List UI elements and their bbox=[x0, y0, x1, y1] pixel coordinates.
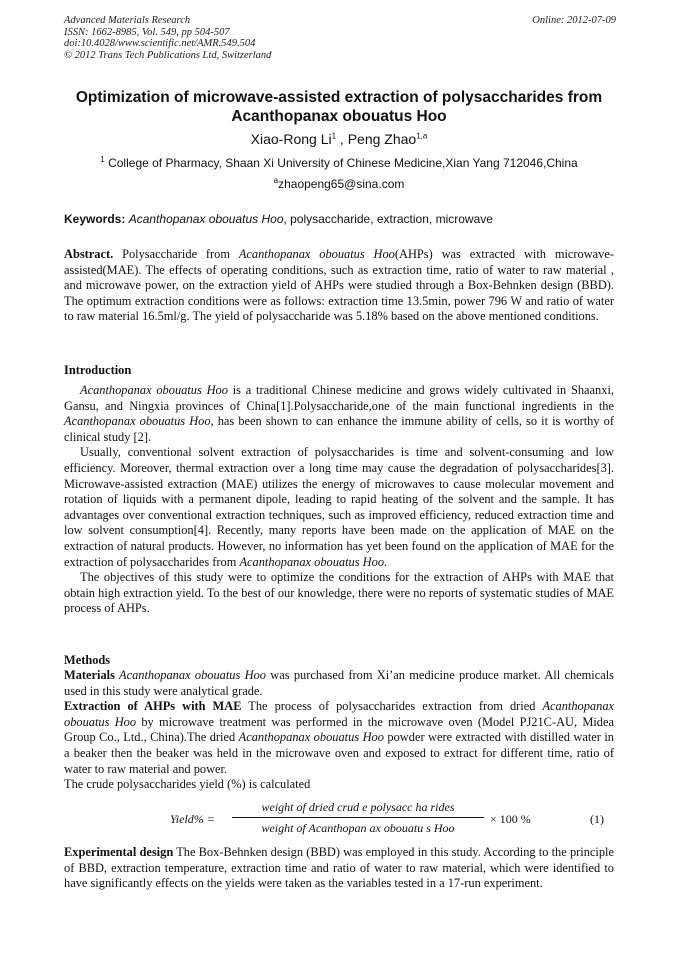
email-link[interactable]: zhaopeng65@sina.com bbox=[278, 177, 405, 191]
author-affil-marker: 1,a bbox=[416, 131, 428, 141]
yield-intro: The crude polysaccharides yield (%) is calculated bbox=[64, 777, 311, 792]
intro-paragraph: The objectives of this study were to optimize the conditions for the extraction of AHPs with MAE that obtain high extraction yield. To the best of our knowledge, there were no reports of systematic studies of MAE process of AHPs. bbox=[64, 570, 614, 616]
affiliation-text: College of Pharmacy, Shaan Xi University of Chinese Medicine,Xian Yang 712046,China bbox=[108, 156, 578, 170]
online-date: Online: 2012-07-09 bbox=[532, 15, 616, 26]
equation-fraction bbox=[232, 800, 484, 836]
doi-line: doi:10.4028/www.scientific.net/AMR.549.504 bbox=[64, 38, 256, 49]
author-name: Peng Zhao bbox=[347, 131, 417, 147]
intro-paragraph bbox=[64, 445, 614, 570]
author-separator: , bbox=[336, 131, 348, 147]
abstract bbox=[64, 247, 614, 325]
paragraph-text: by microwave treatment was performed in the microwave oven (Model PJ21C-AU, Midea Group Co., Ltd., China).The dried bbox=[64, 714, 614, 745]
keywords-species: Acanthopanax obouatus Hoo bbox=[128, 212, 284, 226]
paragraph-text: The process of polysaccharides extraction from dried bbox=[241, 699, 543, 714]
abstract-text: (AHPs) was extracted with microwave-assisted(MAE). The effects of operating conditions, such as extraction time, ratio of water to raw material , and microwave power, on the extraction yield of AHPs were studied through a Box-Behnken design (BBD). The optimum extraction conditions were as follows: extraction time 13.5min, power 796 W and ratio of water to raw material 16.5ml/g. The yield of polysaccharide was 5.18% based on the above mentioned conditions. bbox=[64, 247, 614, 324]
species-name: Acanthopanax obouatus Hoo bbox=[64, 414, 211, 429]
subheading-extraction: Extraction of AHPs with MAE bbox=[64, 699, 242, 714]
keywords-list: , polysaccharide, extraction, microwave bbox=[283, 212, 493, 226]
paper-title: Optimization of microwave-assisted extraction of polysaccharides from Acanthopanax obouatus Hoo bbox=[75, 89, 603, 125]
equation-number: (1) bbox=[590, 812, 604, 826]
paragraph-text: . bbox=[384, 554, 388, 569]
species-name: Acanthopanax obouatus Hoo bbox=[238, 730, 384, 745]
paragraph-text: is a traditional Chinese medicine and grows widely cultivated in Shaanxi, Gansu, and Ningxia provinces of China[1].Polysaccharide,one of the main functional ingredients in the bbox=[64, 383, 614, 413]
journal-header bbox=[64, 15, 616, 61]
species-name: Acanthopanax obouatus Hoo bbox=[114, 668, 266, 682]
paragraph-text: , has been shown to can enhance the immune ability of cells, so it is worthy of clinical study [2]. bbox=[64, 414, 614, 444]
species-name: Acanthopanax obouatus Hoo bbox=[239, 554, 385, 569]
intro-paragraph bbox=[64, 383, 614, 445]
species-name: Acanthopanax obouatus Hoo bbox=[80, 383, 228, 397]
paragraph-text: Usually, conventional solvent extraction of polysaccharides is time and solvent-consuming and low efficiency. Moreover, thermal extraction over a long time may cause the degradation of polysaccharides[3]. Microwave-assisted extraction (MAE) utilizes the energy of microwaves to cause molecular movement and rotation of liquids with a permanent dipole, leading to rapid heating of the solvent and the sample. It has advantages over conventional extraction techniques, such as improved efficiency, reduced extraction time and low solvent consumption[4]. Recently, many reports have been made on the application of MAE on the extraction of natural products. However, no information has yet been found on the application of MAE for the extraction of polysaccharides from bbox=[64, 445, 614, 569]
abstract-label: Abstract. bbox=[64, 247, 114, 261]
issn-line: ISSN: 1662-8985, Vol. 549, pp 504-507 bbox=[64, 26, 230, 38]
equation-denominator: weight of Acanthopan ax obouatu s Hoo bbox=[261, 821, 455, 835]
extraction-paragraph bbox=[64, 699, 614, 777]
journal-name: Advanced Materials Research bbox=[64, 15, 191, 26]
introduction-section bbox=[64, 383, 614, 617]
abstract-species: Acanthopanax obouatus Hoo bbox=[238, 247, 395, 261]
equation-factor: × 100 % bbox=[490, 812, 531, 826]
author-name: Xiao-Rong Li bbox=[250, 131, 332, 147]
affiliation-marker: 1 bbox=[100, 155, 105, 164]
experimental-design-section bbox=[64, 845, 614, 892]
keywords bbox=[64, 212, 624, 226]
methods-section bbox=[64, 668, 614, 793]
subheading-materials: Materials bbox=[64, 668, 115, 682]
yield-equation bbox=[170, 800, 610, 838]
author-email bbox=[0, 177, 678, 191]
species-name: Acanthopanax obouatus Hoo bbox=[64, 699, 615, 729]
author-affil-marker: 1 bbox=[331, 131, 337, 141]
copyright-line: © 2012 Trans Tech Publications Ltd, Switzerland bbox=[64, 49, 272, 61]
subheading-experimental-design: Experimental design bbox=[64, 845, 174, 859]
abstract-text: Polysaccharide from bbox=[113, 247, 239, 261]
equation-numerator: weight of dried crud e polysacc ha rides bbox=[232, 800, 484, 818]
email-marker: a bbox=[273, 176, 279, 185]
keywords-label: Keywords: bbox=[64, 212, 126, 226]
materials-paragraph bbox=[64, 668, 614, 699]
paragraph-text: powder were extracted with distilled water in a beaker then the beaker was held in the microwave oven and exposed to extract for different time, ratio of water to raw material and power. bbox=[64, 730, 614, 776]
section-heading-methods: Methods bbox=[64, 653, 111, 667]
paragraph-text: was purchased from Xi’an medicine produce market. All chemicals used in this study were analytical grade. bbox=[64, 668, 614, 698]
author-line bbox=[0, 131, 678, 147]
section-heading-introduction: Introduction bbox=[64, 363, 132, 377]
affiliation bbox=[0, 156, 678, 170]
paragraph-text: The Box-Behnken design (BBD) was employed in this study. According to the principle of BBD, extraction temperature, extraction time and ratio of water to raw material, which were identified to have significantly effects on the yields were taken as the variables tested in a 17-run experiment. bbox=[64, 845, 614, 891]
equation-lhs: Yield% = bbox=[170, 812, 215, 826]
